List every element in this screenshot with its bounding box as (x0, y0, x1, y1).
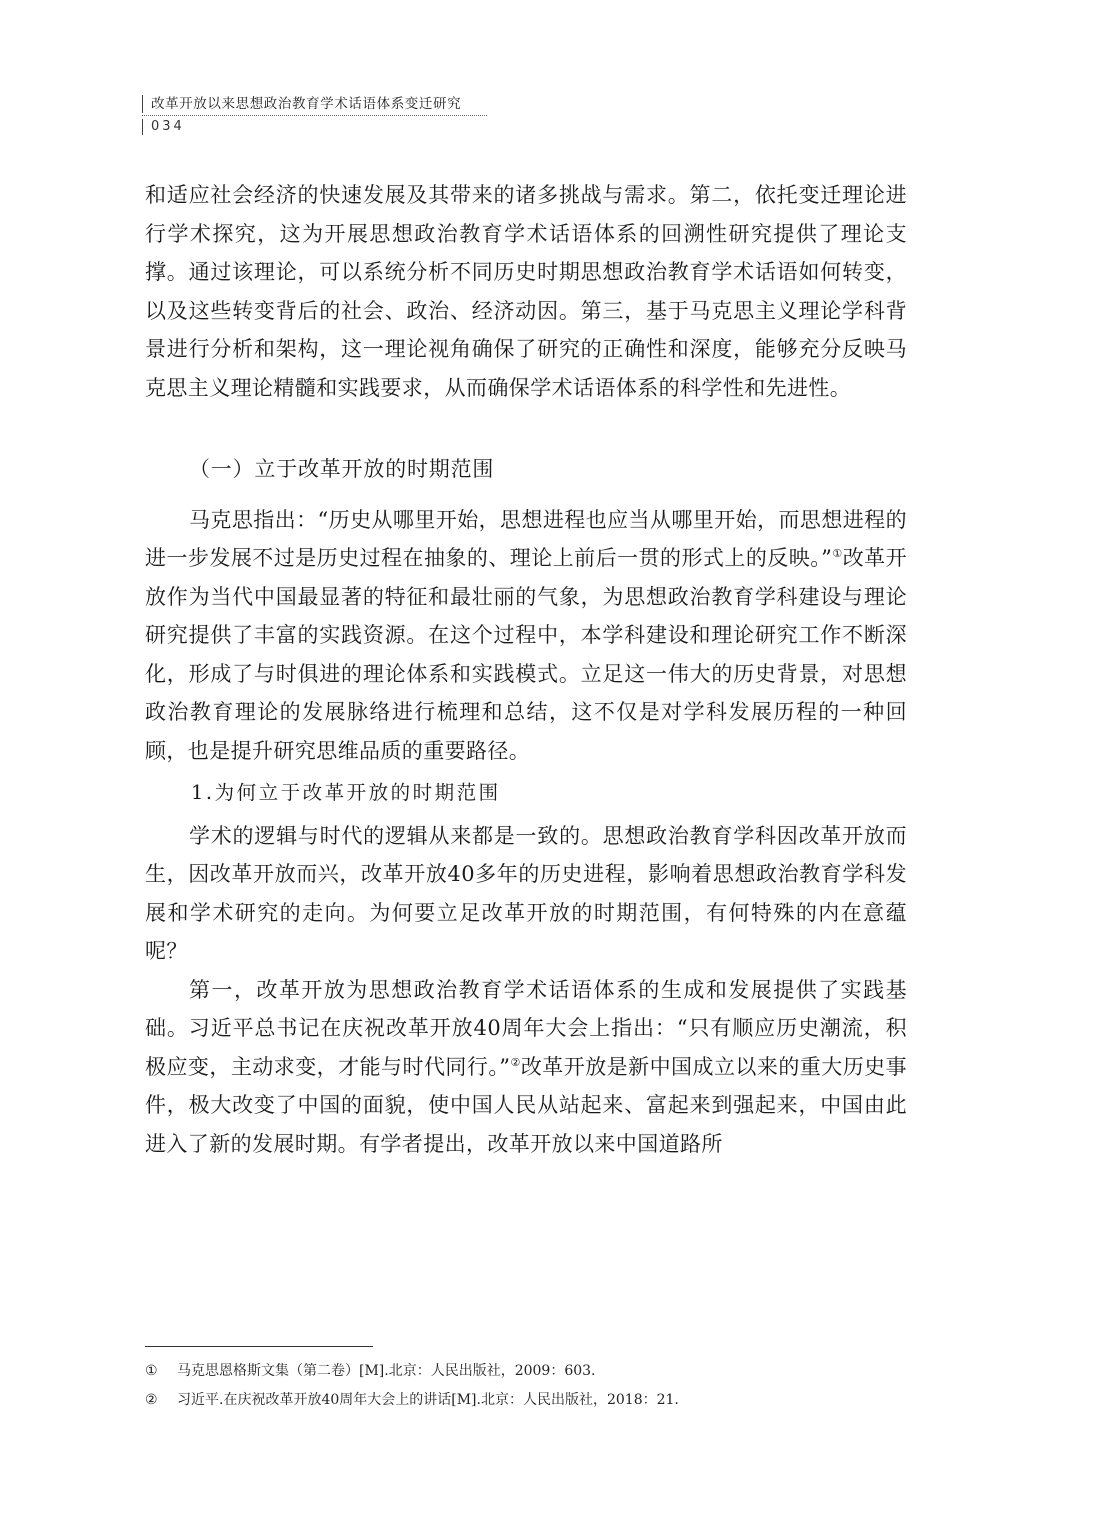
footnote-1-number: ① (145, 1363, 158, 1379)
subsection-heading: 1.为何立于改革开放的时期范围 (191, 781, 501, 804)
footnote-2 (145, 1386, 907, 1415)
footnote-1-text: 马克思恩格斯文集（第二卷）[M].北京：人民出版社，2009：603. (177, 1363, 596, 1379)
footnotes (145, 1346, 907, 1415)
footnote-2-number: ② (145, 1392, 158, 1408)
page-number: 034 (142, 119, 492, 135)
footnote-rule (145, 1346, 373, 1347)
paragraph-4-text-b: 改革开放是新中国成立以来的重大历史事件，极大改变了中国的面貌，使中国人民从站起来、富起来到强起来，中国由此进入了新的发展时期。有学者提出，改革开放以来中国道路所 (145, 1054, 908, 1156)
paragraph-2 (145, 501, 907, 771)
section-heading: （一）立于改革开放的时期范围 (189, 457, 495, 481)
paragraph-4-text-a: 第一，改革开放为思想政治教育学术话语体系的生成和发展提供了实践基础。习近平总书记在庆祝改革开放40周年大会上指出：“只有顺应历史潮流，积极应变，主动求变，才能与时代同行。” (145, 977, 907, 1079)
paragraph-3: 学术的逻辑与时代的逻辑从来都是一致的。思想政治教育学科因改革开放而生，因改革开放而兴，改革开放40多年的历史进程，影响着思想政治教育学科发展和学术研究的走向。为何要立足改革开放的时期范围，有何特殊的内在意蕴呢？ (145, 823, 907, 963)
running-head (142, 95, 492, 135)
book-title: 改革开放以来思想政治教育学术话语体系变迁研究 (142, 95, 492, 113)
paragraph-2-text-b: 改革开放作为当代中国最显著的特征和最壮丽的气象，为思想政治教育学科建设与理论研究提供了丰富的实践资源。在这个过程中，本学科建设和理论研究工作不断深化，形成了与时俱进的理论体系和实践模式。立足这一伟大的历史背景，对思想政治教育理论的发展脉络进行梳理和总结，这不仅是对学科发展历程的一种回顾，也是提升研究思维品质的重要路径。 (145, 546, 908, 763)
footnote-2-text: 习近平.在庆祝改革开放40周年大会上的讲话[M].北京：人民出版社，2018：21. (177, 1392, 679, 1408)
paragraph-1: 和适应社会经济的快速发展及其带来的诸多挑战与需求。第二，依托变迁理论进行学术探究，这为开展思想政治教育学术话语体系的回溯性研究提供了理论支撑。通过该理论，可以系统分析不同历史时期思想政治教育学术话语如何转变，以及这些转变背后的社会、政治、经济动因。第三，基于马克思主义理论学科背景进行分析和架构，这一理论视角确保了研究的正确性和深度，能够充分反映马克思主义理论精髓和实践要求，从而确保学术话语体系的科学性和先进性。 (145, 183, 907, 400)
footnote-ref-2: ② (510, 1055, 521, 1069)
header-divider (142, 115, 487, 116)
paragraph-2-text-a: 马克思指出：“历史从哪里开始，思想进程也应当从哪里开始，而思想进程的进一步发展不过是历史过程在抽象的、理论上前后一贯的形式上的反映。” (145, 507, 907, 570)
paragraph-4 (145, 971, 907, 1164)
body-text (145, 176, 907, 1163)
footnote-1 (145, 1357, 907, 1386)
footnote-ref-1: ① (832, 547, 843, 560)
